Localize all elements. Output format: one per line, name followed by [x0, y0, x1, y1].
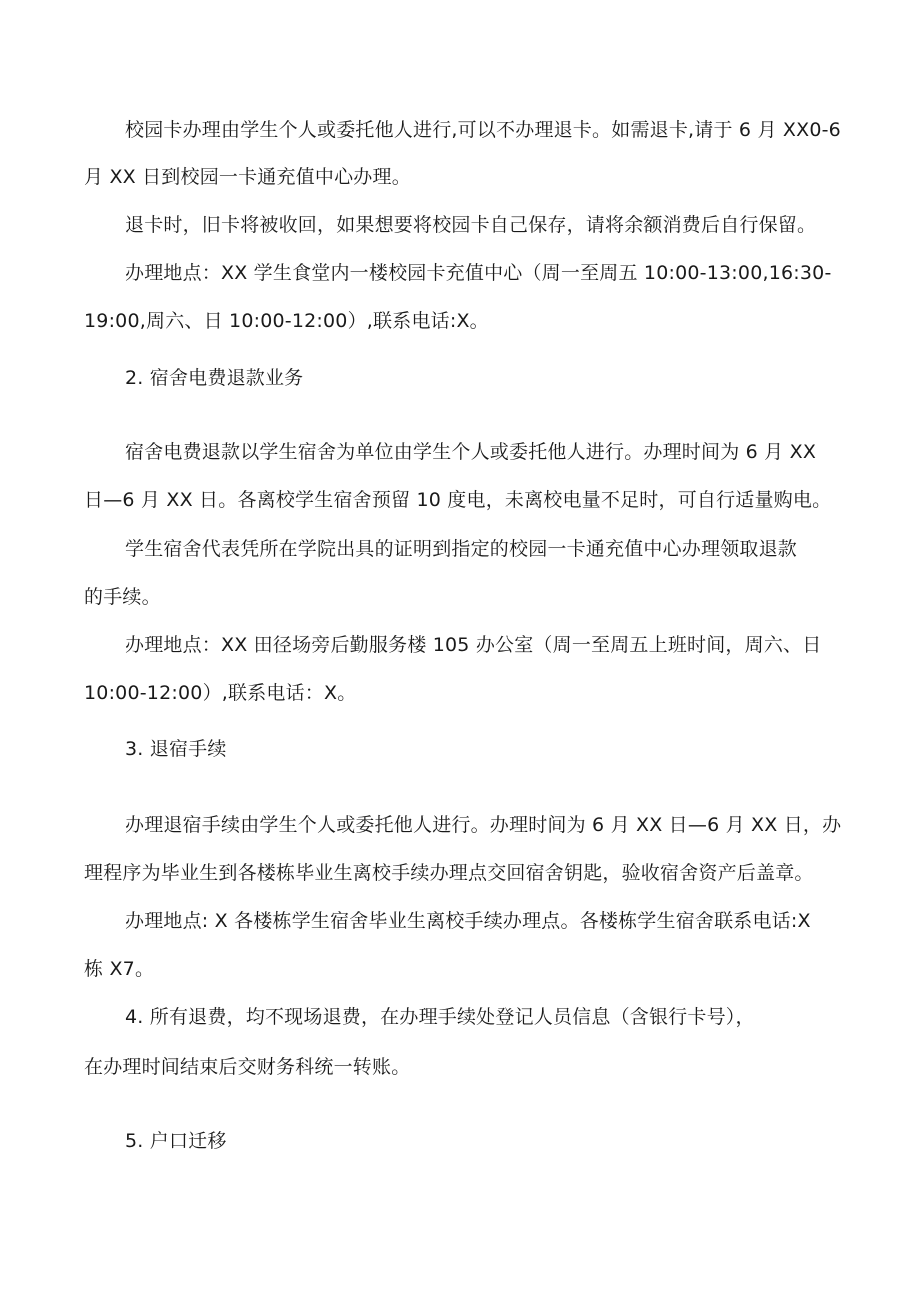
- s1-para1-line2: 月 XX 日到校园一卡通充值中心办理。: [84, 166, 411, 188]
- s2-para2-line1: 学生宿舍代表凭所在学院出具的证明到指定的校园一卡通充值中心办理领取退款: [125, 538, 798, 560]
- s1-para3-line1: 办理地点：XX 学生食堂内一楼校园卡充值中心（周一至周五 10:00-13:00,16:30-: [125, 262, 832, 284]
- s3-para1-line2: 理程序为毕业生到各楼栋毕业生离校手续办理点交回宿舍钥匙，验收宿舍资产后盖章。: [84, 862, 814, 884]
- s1-para1-line1: 校园卡办理由学生个人或委托他人进行,可以不办理退卡。如需退卡,请于 6 月 XX0-6: [125, 119, 841, 141]
- s2-para3-line2: 10:00-12:00）,联系电话：X。: [84, 682, 357, 704]
- s2-heading: 2. 宿舍电费退款业务: [125, 367, 304, 389]
- s3-heading: 3. 退宿手续: [125, 738, 227, 760]
- s2-para3-line1: 办理地点：XX 田径场旁后勤服务楼 105 办公室（周一至周五上班时间，周六、日: [125, 634, 822, 656]
- s2-para2-line2: 的手续。: [84, 586, 161, 608]
- s2-para1-line1: 宿舍电费退款以学生宿舍为单位由学生个人或委托他人进行。办理时间为 6 月 XX: [125, 441, 817, 463]
- s4-line2: 在办理时间结束后交财务科统一转账。: [84, 1056, 411, 1078]
- s2-para1-line2: 日—6 月 XX 日。各离校学生宿舍预留 10 度电，未离校电量不足时，可自行适量购电。: [84, 489, 832, 511]
- s5-heading: 5. 户口迁移: [125, 1130, 227, 1152]
- s3-para1-line1: 办理退宿手续由学生个人或委托他人进行。办理时间为 6 月 XX 日—6 月 XX 日，办: [125, 814, 842, 836]
- s1-para3-line2: 19:00,周六、日 10:00-12:00）,联系电话:X。: [84, 310, 489, 332]
- s3-para2-line1: 办理地点: X 各楼栋学生宿舍毕业生离校手续办理点。各楼栋学生宿舍联系电话:X: [125, 910, 811, 932]
- s1-para2: 退卡时，旧卡将被收回，如果想要将校园卡自己保存，请将余额消费后自行保留。: [125, 214, 817, 236]
- s4-line1: 4. 所有退费，均不现场退费，在办理手续处登记人员信息（含银行卡号），: [125, 1006, 755, 1028]
- s3-para2-line2: 栋 X7。: [84, 958, 155, 980]
